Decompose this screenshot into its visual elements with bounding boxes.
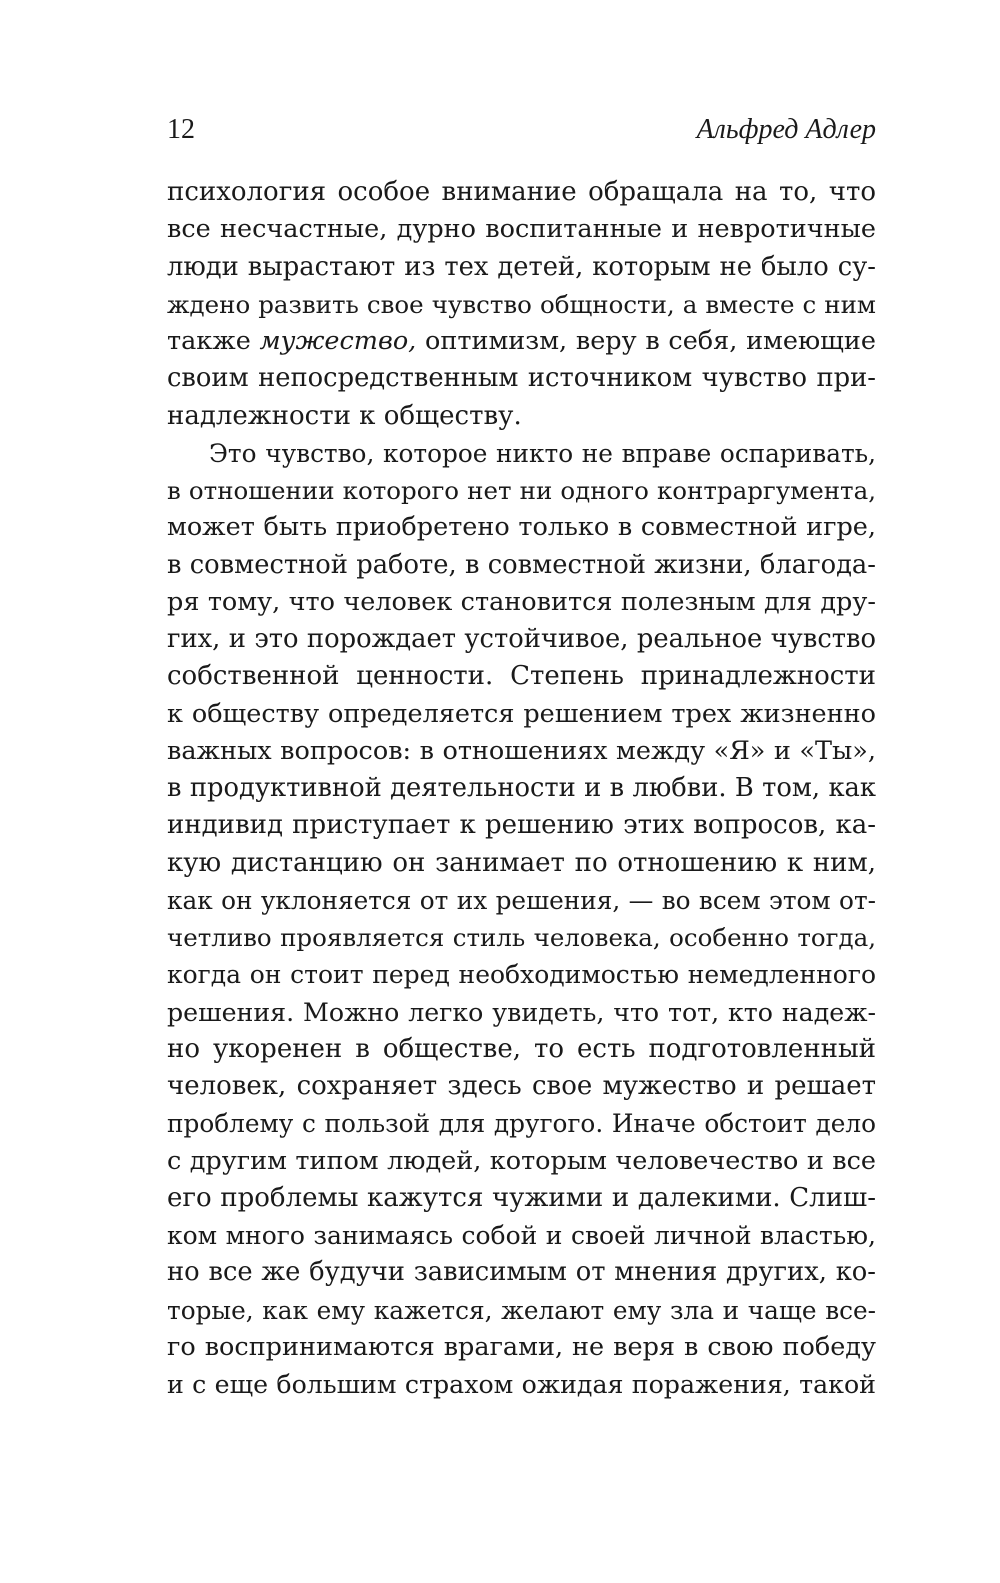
page-number: 12 [167, 114, 195, 145]
text-line: когда он стоит перед необходимостью немедленного [167, 960, 876, 990]
running-head-author: Альфред Адлер [696, 114, 876, 145]
text-line: четливо проявляется стиль человека, особенно тогда, [167, 923, 876, 952]
text-line: ря тому, что человек становится полезным для дру- [167, 586, 876, 617]
text-line-with-italic [167, 323, 876, 360]
text-line: собственной ценности. Степень принадлежности [167, 661, 876, 692]
text-line: решения. Можно легко увидеть, что тот, кто надеж- [167, 997, 876, 1027]
text-line: люди вырастают из тех детей, которым не было су- [167, 251, 876, 282]
text-line: ком много занимаясь собой и своей личной властью, [167, 1221, 876, 1250]
text-segment: оптимизм, веру в себя, имеющие [425, 326, 876, 356]
text-line: индивид приступает к решению этих вопросов, ка- [167, 810, 876, 841]
text-line: го воспринимаются врагами, не веря в свою победу [167, 1331, 876, 1362]
text-line: ждено развить свое чувство общности, а вместе с ним [167, 289, 876, 319]
running-head [167, 112, 876, 148]
text-line: с другим типом людей, которым человечество и все [167, 1145, 876, 1176]
text-line: своим непосредственным источником чувство при- [167, 363, 876, 394]
text-line: торые, как ему кажется, желают ему зла и чаще все- [167, 1295, 876, 1325]
text-segment: также [167, 326, 251, 356]
text-line: как он уклоняется от их решения, — во всем этом от- [167, 885, 876, 915]
text-line: и с еще большим страхом ожидая поражения, такой [167, 1370, 876, 1399]
text-line: но все же будучи зависимым от мнения других, ко- [167, 1257, 876, 1288]
text-line: в отношении которого нет ни одного контраргумента, [167, 476, 876, 505]
text-line: к обществу определяется решением трех жизненно [167, 698, 876, 729]
text-line: психология особое внимание обращала на то, что [167, 177, 876, 207]
body-text [167, 174, 876, 1403]
text-line: надлежности к обществу. [167, 400, 522, 431]
text-line: гих, и это порождает устойчивое, реальное чувство [167, 624, 876, 654]
text-line: в продуктивной деятельности и в любви. В том, как [167, 773, 876, 803]
text-line: может быть приобретено только в совместной игре, [167, 512, 876, 543]
text-line: все несчастные, дурно воспитанные и невротичные [167, 214, 876, 245]
italic-emphasis: мужество, [259, 326, 417, 356]
text-line: его проблемы кажутся чужими и далекими. Слиш- [167, 1182, 876, 1213]
text-line: но укоренен в обществе, то есть подготовленный [167, 1033, 876, 1064]
text-line: в совместной работе, в совместной жизни, благода- [167, 549, 876, 580]
text-line: человек, сохраняет здесь свое мужество и решает [167, 1071, 876, 1101]
text-line: важных вопросов: в отношениях между «Я» и «Ты», [167, 735, 876, 766]
text-line: кую дистанцию он занимает по отношению к ним, [167, 847, 876, 878]
paragraph-first-line: Это чувство, которое никто не вправе оспаривать, [209, 438, 876, 468]
text-line: проблему с пользой для другого. Иначе обстоит дело [167, 1109, 876, 1139]
